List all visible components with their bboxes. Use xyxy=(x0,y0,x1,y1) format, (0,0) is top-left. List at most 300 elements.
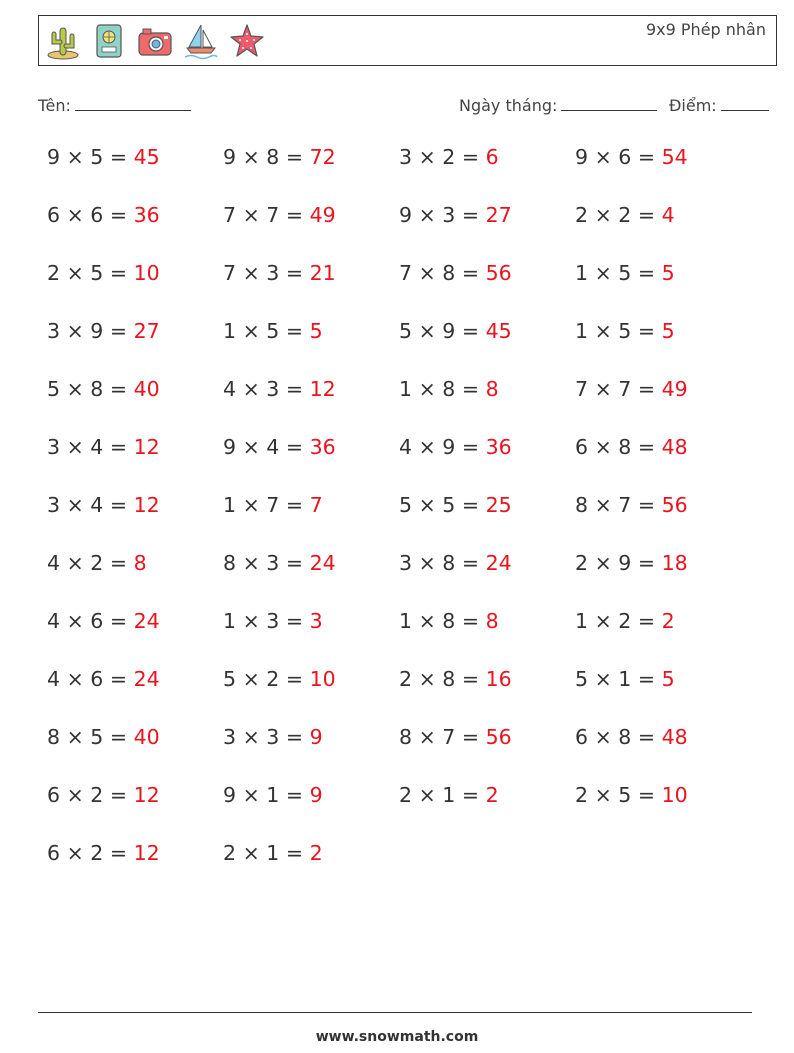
problem-item xyxy=(47,203,223,261)
equals-sign: = xyxy=(109,493,128,517)
problem-operand-b: 8 xyxy=(618,725,632,749)
problem-operand-b: 7 xyxy=(618,377,632,401)
times-sign: × xyxy=(594,667,612,691)
times-sign: × xyxy=(242,609,260,633)
problem-item xyxy=(575,783,751,841)
equals-sign: = xyxy=(285,783,304,807)
times-sign: × xyxy=(594,203,612,227)
times-sign: × xyxy=(242,551,260,575)
problem-operand-a: 1 xyxy=(575,261,589,285)
times-sign: × xyxy=(418,377,436,401)
problem-operand-a: 9 xyxy=(399,203,413,227)
times-sign: × xyxy=(66,725,84,749)
problem-operand-b: 7 xyxy=(266,493,280,517)
equals-sign: = xyxy=(109,551,128,575)
problem-operand-b: 2 xyxy=(90,783,104,807)
problem-operand-a: 6 xyxy=(575,725,589,749)
times-sign: × xyxy=(418,261,436,285)
header-box xyxy=(38,15,777,66)
problem-answer: 48 xyxy=(661,725,688,749)
problem-operand-b: 6 xyxy=(90,203,104,227)
problem-item xyxy=(223,493,399,551)
equals-sign: = xyxy=(109,609,128,633)
problem-operand-a: 4 xyxy=(223,377,237,401)
times-sign: × xyxy=(66,319,84,343)
date-label: Ngày tháng: xyxy=(459,96,558,115)
problem-answer: 12 xyxy=(133,493,160,517)
icon-strip xyxy=(45,21,265,61)
problem-operand-a: 3 xyxy=(223,725,237,749)
times-sign: × xyxy=(242,377,260,401)
problem-operand-b: 4 xyxy=(266,435,280,459)
equals-sign: = xyxy=(637,145,656,169)
equals-sign: = xyxy=(285,841,304,865)
problem-operand-a: 7 xyxy=(399,261,413,285)
times-sign: × xyxy=(242,203,260,227)
problem-item xyxy=(47,435,223,493)
problem-answer: 40 xyxy=(133,377,160,401)
problem-operand-a: 2 xyxy=(575,203,589,227)
equals-sign: = xyxy=(285,551,304,575)
problem-operand-a: 6 xyxy=(575,435,589,459)
problem-operand-a: 2 xyxy=(223,841,237,865)
problem-answer: 7 xyxy=(309,493,323,517)
problem-operand-a: 8 xyxy=(223,551,237,575)
equals-sign: = xyxy=(109,145,128,169)
equals-sign: = xyxy=(461,667,480,691)
footer-divider xyxy=(38,1012,752,1013)
equals-sign: = xyxy=(637,783,656,807)
problem-operand-b: 1 xyxy=(266,783,280,807)
problem-answer: 2 xyxy=(661,609,675,633)
problem-answer: 56 xyxy=(485,261,512,285)
times-sign: × xyxy=(594,319,612,343)
times-sign: × xyxy=(594,609,612,633)
times-sign: × xyxy=(594,551,612,575)
times-sign: × xyxy=(66,435,84,459)
times-sign: × xyxy=(242,667,260,691)
problem-operand-a: 8 xyxy=(399,725,413,749)
problem-item xyxy=(223,783,399,841)
problem-answer: 36 xyxy=(133,203,160,227)
equals-sign: = xyxy=(109,261,128,285)
problem-item xyxy=(47,377,223,435)
problem-answer: 12 xyxy=(309,377,336,401)
equals-sign: = xyxy=(637,493,656,517)
problem-operand-b: 2 xyxy=(90,841,104,865)
problem-operand-a: 2 xyxy=(399,667,413,691)
problem-answer: 8 xyxy=(485,377,499,401)
problem-operand-a: 1 xyxy=(223,609,237,633)
problem-operand-a: 3 xyxy=(47,435,61,459)
problem-operand-b: 8 xyxy=(442,551,456,575)
problem-operand-b: 8 xyxy=(442,261,456,285)
problem-operand-a: 6 xyxy=(47,783,61,807)
equals-sign: = xyxy=(637,203,656,227)
problem-operand-a: 6 xyxy=(47,841,61,865)
camera-icon xyxy=(137,22,173,60)
problem-item xyxy=(399,261,575,319)
times-sign: × xyxy=(66,609,84,633)
problem-item xyxy=(47,493,223,551)
problem-operand-a: 5 xyxy=(47,377,61,401)
equals-sign: = xyxy=(461,377,480,401)
problem-operand-b: 9 xyxy=(442,435,456,459)
equals-sign: = xyxy=(285,145,304,169)
date-field[interactable] xyxy=(459,94,657,115)
problem-item xyxy=(223,203,399,261)
problem-answer: 3 xyxy=(309,609,323,633)
problem-item xyxy=(223,319,399,377)
sheet-title: 9x9 Phép nhân xyxy=(645,20,766,39)
problem-item xyxy=(223,551,399,609)
problem-answer: 56 xyxy=(661,493,688,517)
problem-item xyxy=(223,725,399,783)
problem-operand-a: 2 xyxy=(47,261,61,285)
problem-operand-b: 9 xyxy=(90,319,104,343)
times-sign: × xyxy=(594,725,612,749)
problem-answer: 2 xyxy=(309,841,323,865)
problem-answer: 49 xyxy=(309,203,336,227)
problem-operand-b: 2 xyxy=(90,551,104,575)
equals-sign: = xyxy=(637,725,656,749)
times-sign: × xyxy=(418,435,436,459)
problem-operand-b: 9 xyxy=(442,319,456,343)
equals-sign: = xyxy=(285,667,304,691)
problem-item xyxy=(47,783,223,841)
problem-item xyxy=(47,667,223,725)
problem-operand-b: 3 xyxy=(266,261,280,285)
times-sign: × xyxy=(418,783,436,807)
equals-sign: = xyxy=(637,319,656,343)
times-sign: × xyxy=(66,145,84,169)
problem-answer: 18 xyxy=(661,551,688,575)
score-blank[interactable] xyxy=(721,94,769,111)
problem-operand-b: 7 xyxy=(442,725,456,749)
problem-item xyxy=(575,493,751,551)
equals-sign: = xyxy=(285,261,304,285)
problem-operand-a: 9 xyxy=(223,145,237,169)
problem-operand-a: 7 xyxy=(223,261,237,285)
equals-sign: = xyxy=(461,261,480,285)
equals-sign: = xyxy=(461,783,480,807)
name-label: Tên: xyxy=(38,96,71,115)
problem-answer: 6 xyxy=(485,145,499,169)
problem-item xyxy=(575,203,751,261)
problem-item xyxy=(223,377,399,435)
equals-sign: = xyxy=(461,319,480,343)
equals-sign: = xyxy=(285,725,304,749)
times-sign: × xyxy=(66,841,84,865)
times-sign: × xyxy=(242,261,260,285)
equals-sign: = xyxy=(109,377,128,401)
times-sign: × xyxy=(594,493,612,517)
name-field[interactable] xyxy=(38,94,191,115)
times-sign: × xyxy=(242,725,260,749)
problem-answer: 48 xyxy=(661,435,688,459)
times-sign: × xyxy=(418,667,436,691)
problem-answer: 10 xyxy=(309,667,336,691)
problem-answer: 8 xyxy=(133,551,147,575)
equals-sign: = xyxy=(285,435,304,459)
problem-item xyxy=(399,725,575,783)
problem-answer: 5 xyxy=(309,319,323,343)
times-sign: × xyxy=(418,145,436,169)
problem-answer: 40 xyxy=(133,725,160,749)
problem-item xyxy=(399,609,575,667)
equals-sign: = xyxy=(637,435,656,459)
problem-operand-b: 2 xyxy=(618,203,632,227)
problem-answer: 54 xyxy=(661,145,688,169)
problem-operand-b: 5 xyxy=(266,319,280,343)
times-sign: × xyxy=(66,261,84,285)
problem-operand-a: 5 xyxy=(575,667,589,691)
equals-sign: = xyxy=(109,841,128,865)
problem-item xyxy=(47,725,223,783)
problem-operand-a: 8 xyxy=(575,493,589,517)
problem-answer: 5 xyxy=(661,261,675,285)
problem-item xyxy=(399,435,575,493)
problem-operand-b: 9 xyxy=(618,551,632,575)
passport-icon xyxy=(91,22,127,60)
times-sign: × xyxy=(418,609,436,633)
problem-operand-b: 8 xyxy=(618,435,632,459)
problem-answer: 9 xyxy=(309,725,323,749)
problem-operand-b: 5 xyxy=(90,145,104,169)
problem-operand-a: 4 xyxy=(47,667,61,691)
equals-sign: = xyxy=(461,725,480,749)
problem-operand-b: 7 xyxy=(618,493,632,517)
problem-answer: 5 xyxy=(661,319,675,343)
equals-sign: = xyxy=(285,319,304,343)
times-sign: × xyxy=(242,145,260,169)
problem-answer: 45 xyxy=(133,145,160,169)
problem-operand-a: 9 xyxy=(223,435,237,459)
problem-operand-b: 6 xyxy=(90,609,104,633)
equals-sign: = xyxy=(285,203,304,227)
problem-item xyxy=(47,261,223,319)
problem-operand-b: 2 xyxy=(266,667,280,691)
times-sign: × xyxy=(66,551,84,575)
cactus-icon xyxy=(45,22,81,60)
problem-item xyxy=(399,377,575,435)
equals-sign: = xyxy=(109,435,128,459)
times-sign: × xyxy=(66,493,84,517)
problem-item xyxy=(223,435,399,493)
equals-sign: = xyxy=(461,609,480,633)
date-blank[interactable] xyxy=(561,94,657,111)
problem-answer: 10 xyxy=(661,783,688,807)
problem-operand-b: 2 xyxy=(618,609,632,633)
problem-operand-b: 5 xyxy=(618,261,632,285)
equals-sign: = xyxy=(109,203,128,227)
problem-item xyxy=(575,145,751,203)
problem-operand-b: 8 xyxy=(442,609,456,633)
problem-operand-a: 4 xyxy=(47,609,61,633)
problem-answer: 25 xyxy=(485,493,512,517)
problem-operand-a: 5 xyxy=(399,319,413,343)
times-sign: × xyxy=(594,145,612,169)
problem-operand-a: 3 xyxy=(399,145,413,169)
problem-answer: 45 xyxy=(485,319,512,343)
problem-answer: 36 xyxy=(309,435,336,459)
times-sign: × xyxy=(242,435,260,459)
problem-item xyxy=(575,609,751,667)
problem-operand-a: 1 xyxy=(575,319,589,343)
problem-item xyxy=(575,551,751,609)
problem-item xyxy=(399,319,575,377)
problem-answer: 10 xyxy=(133,261,160,285)
problem-item xyxy=(223,609,399,667)
times-sign: × xyxy=(594,261,612,285)
equals-sign: = xyxy=(637,609,656,633)
times-sign: × xyxy=(66,783,84,807)
problem-item xyxy=(47,841,223,899)
problem-operand-a: 1 xyxy=(223,493,237,517)
equals-sign: = xyxy=(461,493,480,517)
problem-operand-a: 1 xyxy=(575,609,589,633)
problem-operand-a: 9 xyxy=(223,783,237,807)
equals-sign: = xyxy=(109,319,128,343)
problem-answer: 27 xyxy=(133,319,160,343)
equals-sign: = xyxy=(461,203,480,227)
equals-sign: = xyxy=(285,377,304,401)
times-sign: × xyxy=(242,783,260,807)
problem-operand-b: 5 xyxy=(90,261,104,285)
problem-operand-a: 8 xyxy=(47,725,61,749)
problem-operand-b: 4 xyxy=(90,435,104,459)
problem-answer: 16 xyxy=(485,667,512,691)
times-sign: × xyxy=(66,667,84,691)
equals-sign: = xyxy=(637,261,656,285)
starfish-icon xyxy=(229,22,265,60)
problem-item xyxy=(399,551,575,609)
problem-item xyxy=(223,841,399,899)
problem-item xyxy=(47,319,223,377)
problem-operand-a: 3 xyxy=(47,319,61,343)
problem-answer: 4 xyxy=(661,203,675,227)
problem-item xyxy=(399,493,575,551)
problem-operand-a: 2 xyxy=(575,783,589,807)
problem-operand-b: 5 xyxy=(618,319,632,343)
times-sign: × xyxy=(418,203,436,227)
equals-sign: = xyxy=(461,145,480,169)
problem-operand-a: 9 xyxy=(575,145,589,169)
problem-item xyxy=(399,203,575,261)
problem-operand-b: 6 xyxy=(90,667,104,691)
times-sign: × xyxy=(418,725,436,749)
problem-operand-a: 7 xyxy=(575,377,589,401)
problem-operand-a: 3 xyxy=(399,551,413,575)
problem-answer: 24 xyxy=(309,551,336,575)
problem-answer: 12 xyxy=(133,783,160,807)
problem-operand-a: 1 xyxy=(399,609,413,633)
problem-item xyxy=(223,145,399,203)
score-field[interactable] xyxy=(669,94,769,115)
problem-operand-b: 2 xyxy=(442,145,456,169)
problem-answer: 49 xyxy=(661,377,688,401)
problem-operand-a: 2 xyxy=(399,783,413,807)
problem-answer: 2 xyxy=(485,783,499,807)
problem-operand-b: 3 xyxy=(266,551,280,575)
problem-operand-b: 8 xyxy=(90,377,104,401)
equals-sign: = xyxy=(637,551,656,575)
times-sign: × xyxy=(594,435,612,459)
equals-sign: = xyxy=(109,783,128,807)
problem-operand-a: 3 xyxy=(47,493,61,517)
problem-operand-a: 1 xyxy=(223,319,237,343)
problem-operand-b: 5 xyxy=(442,493,456,517)
problem-answer: 36 xyxy=(485,435,512,459)
problem-item xyxy=(47,609,223,667)
problem-answer: 9 xyxy=(309,783,323,807)
problem-operand-b: 7 xyxy=(266,203,280,227)
problem-operand-b: 3 xyxy=(266,377,280,401)
problem-operand-a: 6 xyxy=(47,203,61,227)
name-blank[interactable] xyxy=(75,94,191,111)
equals-sign: = xyxy=(285,609,304,633)
problem-answer: 27 xyxy=(485,203,512,227)
problem-operand-b: 5 xyxy=(618,783,632,807)
equals-sign: = xyxy=(637,377,656,401)
problem-answer: 24 xyxy=(133,609,160,633)
equals-sign: = xyxy=(109,725,128,749)
problem-item xyxy=(575,377,751,435)
times-sign: × xyxy=(418,551,436,575)
problem-operand-b: 3 xyxy=(442,203,456,227)
problem-answer: 21 xyxy=(309,261,336,285)
equals-sign: = xyxy=(285,493,304,517)
equals-sign: = xyxy=(461,435,480,459)
problem-grid xyxy=(47,145,751,899)
problem-answer: 12 xyxy=(133,841,160,865)
problem-answer: 5 xyxy=(661,667,675,691)
problem-item xyxy=(399,783,575,841)
problem-operand-b: 1 xyxy=(618,667,632,691)
problem-operand-a: 9 xyxy=(47,145,61,169)
problem-item xyxy=(223,667,399,725)
footer-url: www.snowmath.com xyxy=(315,1029,479,1045)
sailboat-icon xyxy=(183,22,219,60)
problem-answer: 72 xyxy=(309,145,336,169)
times-sign: × xyxy=(418,319,436,343)
times-sign: × xyxy=(66,203,84,227)
problem-operand-b: 5 xyxy=(90,725,104,749)
problem-operand-b: 8 xyxy=(266,145,280,169)
times-sign: × xyxy=(594,783,612,807)
score-label: Điểm: xyxy=(669,96,717,115)
problem-answer: 12 xyxy=(133,435,160,459)
problem-operand-a: 5 xyxy=(399,493,413,517)
problem-operand-a: 4 xyxy=(47,551,61,575)
problem-item xyxy=(575,435,751,493)
times-sign: × xyxy=(242,841,260,865)
problem-item xyxy=(399,145,575,203)
problem-item xyxy=(575,667,751,725)
equals-sign: = xyxy=(461,551,480,575)
problem-operand-b: 4 xyxy=(90,493,104,517)
times-sign: × xyxy=(594,377,612,401)
problem-item xyxy=(47,145,223,203)
problem-answer: 56 xyxy=(485,725,512,749)
times-sign: × xyxy=(418,493,436,517)
problem-operand-a: 2 xyxy=(575,551,589,575)
problem-operand-a: 1 xyxy=(399,377,413,401)
problem-item xyxy=(399,667,575,725)
problem-item xyxy=(223,261,399,319)
info-row xyxy=(38,94,770,116)
problem-operand-b: 8 xyxy=(442,377,456,401)
